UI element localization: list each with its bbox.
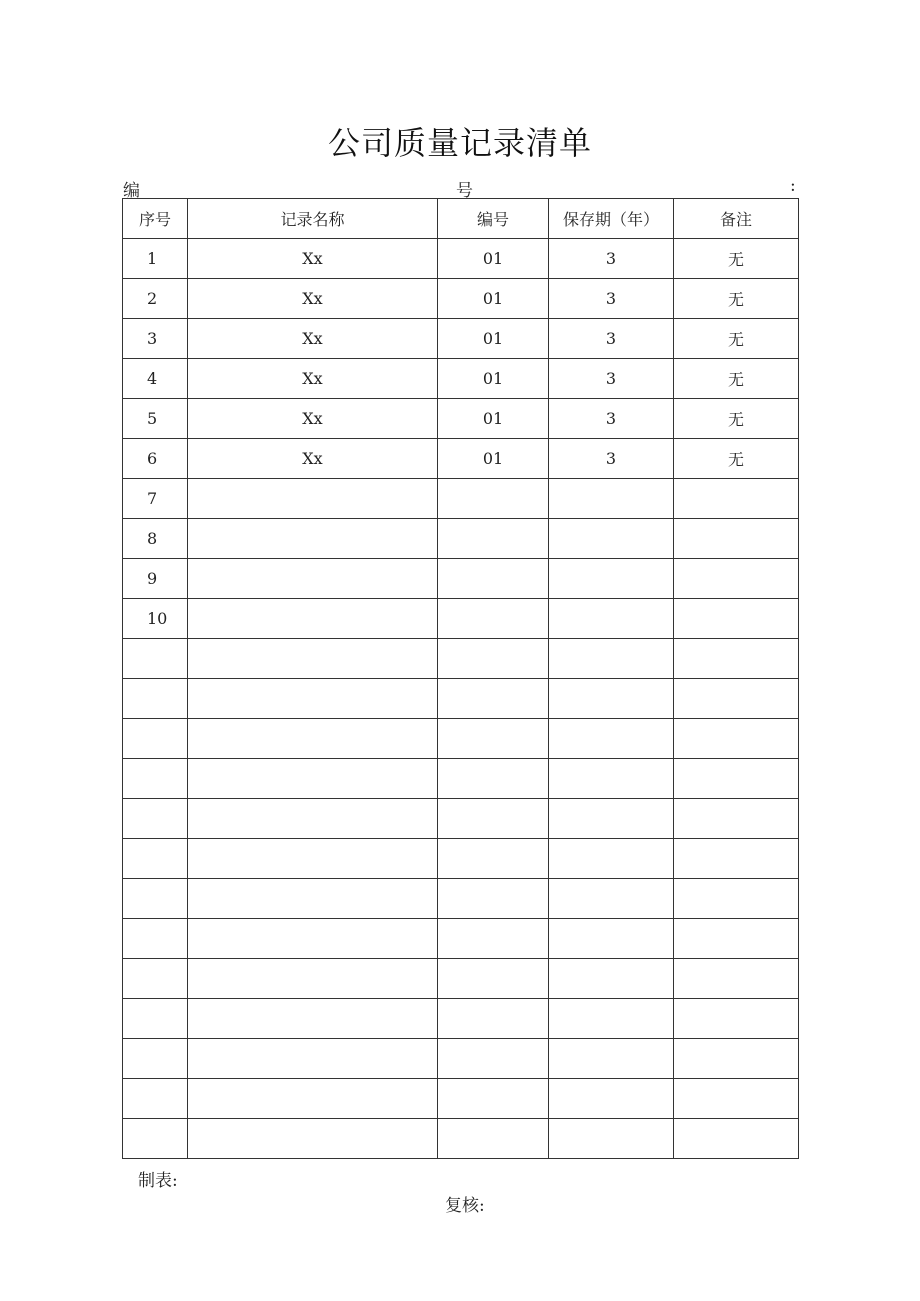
- cell-code: [438, 479, 549, 519]
- cell-seq: 4: [123, 359, 188, 399]
- cell-code: 01: [438, 279, 549, 319]
- cell-code: [438, 919, 549, 959]
- cell-retention: 3: [549, 439, 674, 479]
- table-row: [123, 639, 799, 679]
- table-row: [123, 799, 799, 839]
- cell-retention: [549, 1079, 674, 1119]
- table-row: [123, 1079, 799, 1119]
- cell-record-name: [188, 1079, 438, 1119]
- cell-seq: [123, 639, 188, 679]
- cell-remarks: 无: [674, 239, 799, 279]
- table-header-row: [123, 199, 799, 239]
- table-row: [123, 1119, 799, 1159]
- cell-record-name: [188, 479, 438, 519]
- reviewed-by-label: 复核:: [445, 1196, 485, 1216]
- header-retention: 保存期（年）: [549, 199, 674, 239]
- made-by-label: 制表:: [138, 1171, 178, 1191]
- cell-retention: [549, 759, 674, 799]
- cell-retention: [549, 999, 674, 1039]
- cell-code: [438, 959, 549, 999]
- code-label-mid: 号: [456, 181, 473, 201]
- cell-retention: 3: [549, 239, 674, 279]
- cell-code: 01: [438, 319, 549, 359]
- cell-remarks: [674, 959, 799, 999]
- table-row: [123, 399, 799, 439]
- cell-retention: [549, 959, 674, 999]
- table-row: [123, 239, 799, 279]
- table-row: [123, 279, 799, 319]
- cell-seq: [123, 879, 188, 919]
- cell-code: 01: [438, 359, 549, 399]
- table-row: [123, 359, 799, 399]
- code-label-left: 编: [123, 181, 140, 201]
- cell-remarks: [674, 919, 799, 959]
- cell-record-name: Xx: [188, 279, 438, 319]
- cell-remarks: [674, 599, 799, 639]
- cell-remarks: [674, 999, 799, 1039]
- cell-retention: [549, 879, 674, 919]
- table-row: [123, 959, 799, 999]
- table-row: [123, 439, 799, 479]
- cell-record-name: [188, 759, 438, 799]
- cell-record-name: [188, 559, 438, 599]
- cell-code: [438, 759, 549, 799]
- cell-code: [438, 599, 549, 639]
- cell-retention: [549, 479, 674, 519]
- cell-remarks: 无: [674, 399, 799, 439]
- table-row: [123, 319, 799, 359]
- cell-retention: [549, 719, 674, 759]
- cell-seq: [123, 759, 188, 799]
- cell-remarks: [674, 1039, 799, 1079]
- cell-seq: [123, 1119, 188, 1159]
- cell-remarks: [674, 479, 799, 519]
- cell-record-name: [188, 999, 438, 1039]
- document-title: 公司质量记录清单: [327, 124, 592, 162]
- table-row: [123, 879, 799, 919]
- cell-seq: [123, 1079, 188, 1119]
- header-remarks: 备注: [674, 199, 799, 239]
- cell-code: [438, 839, 549, 879]
- cell-record-name: [188, 719, 438, 759]
- table-row: [123, 839, 799, 879]
- cell-retention: [549, 799, 674, 839]
- cell-seq: 7: [123, 479, 188, 519]
- cell-remarks: [674, 519, 799, 559]
- cell-code: [438, 799, 549, 839]
- cell-retention: [549, 599, 674, 639]
- cell-retention: [549, 519, 674, 559]
- cell-code: [438, 519, 549, 559]
- cell-code: [438, 1119, 549, 1159]
- cell-retention: [549, 1039, 674, 1079]
- table-row: [123, 519, 799, 559]
- cell-retention: [549, 559, 674, 599]
- cell-record-name: Xx: [188, 319, 438, 359]
- cell-record-name: [188, 679, 438, 719]
- table-row: [123, 479, 799, 519]
- cell-remarks: 无: [674, 439, 799, 479]
- table-row: [123, 599, 799, 639]
- cell-seq: [123, 719, 188, 759]
- cell-record-name: [188, 919, 438, 959]
- header-seq: 序号: [123, 199, 188, 239]
- cell-record-name: [188, 599, 438, 639]
- table-row: [123, 679, 799, 719]
- cell-remarks: 无: [674, 359, 799, 399]
- cell-seq: [123, 1039, 188, 1079]
- cell-code: 01: [438, 399, 549, 439]
- cell-seq: 9: [123, 559, 188, 599]
- code-label-colon: :: [790, 176, 796, 196]
- cell-remarks: [674, 879, 799, 919]
- cell-remarks: [674, 1119, 799, 1159]
- cell-record-name: [188, 519, 438, 559]
- cell-seq: [123, 959, 188, 999]
- cell-seq: [123, 679, 188, 719]
- cell-code: [438, 639, 549, 679]
- cell-retention: [549, 1119, 674, 1159]
- header-code: 编号: [438, 199, 549, 239]
- cell-record-name: [188, 1119, 438, 1159]
- cell-seq: [123, 839, 188, 879]
- cell-code: [438, 879, 549, 919]
- cell-record-name: [188, 799, 438, 839]
- cell-retention: 3: [549, 399, 674, 439]
- header-record-name: 记录名称: [188, 199, 438, 239]
- cell-retention: 3: [549, 279, 674, 319]
- cell-remarks: 无: [674, 319, 799, 359]
- table-row: [123, 919, 799, 959]
- cell-code: [438, 1039, 549, 1079]
- cell-record-name: [188, 639, 438, 679]
- cell-retention: [549, 839, 674, 879]
- table-row: [123, 719, 799, 759]
- cell-record-name: Xx: [188, 239, 438, 279]
- cell-remarks: [674, 799, 799, 839]
- cell-retention: 3: [549, 319, 674, 359]
- table-row: [123, 1039, 799, 1079]
- cell-remarks: 无: [674, 279, 799, 319]
- cell-seq: 5: [123, 399, 188, 439]
- cell-code: [438, 999, 549, 1039]
- cell-code: [438, 1079, 549, 1119]
- cell-remarks: [674, 639, 799, 679]
- cell-seq: 3: [123, 319, 188, 359]
- cell-code: 01: [438, 239, 549, 279]
- cell-code: [438, 559, 549, 599]
- cell-retention: 3: [549, 359, 674, 399]
- cell-record-name: [188, 959, 438, 999]
- cell-code: 01: [438, 439, 549, 479]
- cell-seq: [123, 919, 188, 959]
- cell-seq: 10: [123, 599, 188, 639]
- cell-record-name: [188, 879, 438, 919]
- cell-retention: [549, 919, 674, 959]
- cell-record-name: [188, 839, 438, 879]
- table-row: [123, 999, 799, 1039]
- cell-record-name: [188, 1039, 438, 1079]
- cell-remarks: [674, 719, 799, 759]
- cell-code: [438, 719, 549, 759]
- cell-seq: 2: [123, 279, 188, 319]
- cell-code: [438, 679, 549, 719]
- cell-record-name: Xx: [188, 439, 438, 479]
- records-table: [122, 198, 799, 1159]
- cell-seq: [123, 799, 188, 839]
- cell-remarks: [674, 759, 799, 799]
- cell-remarks: [674, 679, 799, 719]
- table-row: [123, 559, 799, 599]
- cell-remarks: [674, 1079, 799, 1119]
- cell-record-name: Xx: [188, 399, 438, 439]
- cell-seq: 8: [123, 519, 188, 559]
- table-row: [123, 759, 799, 799]
- cell-remarks: [674, 839, 799, 879]
- cell-retention: [549, 639, 674, 679]
- cell-record-name: Xx: [188, 359, 438, 399]
- cell-remarks: [674, 559, 799, 599]
- cell-seq: 6: [123, 439, 188, 479]
- cell-seq: [123, 999, 188, 1039]
- cell-seq: 1: [123, 239, 188, 279]
- cell-retention: [549, 679, 674, 719]
